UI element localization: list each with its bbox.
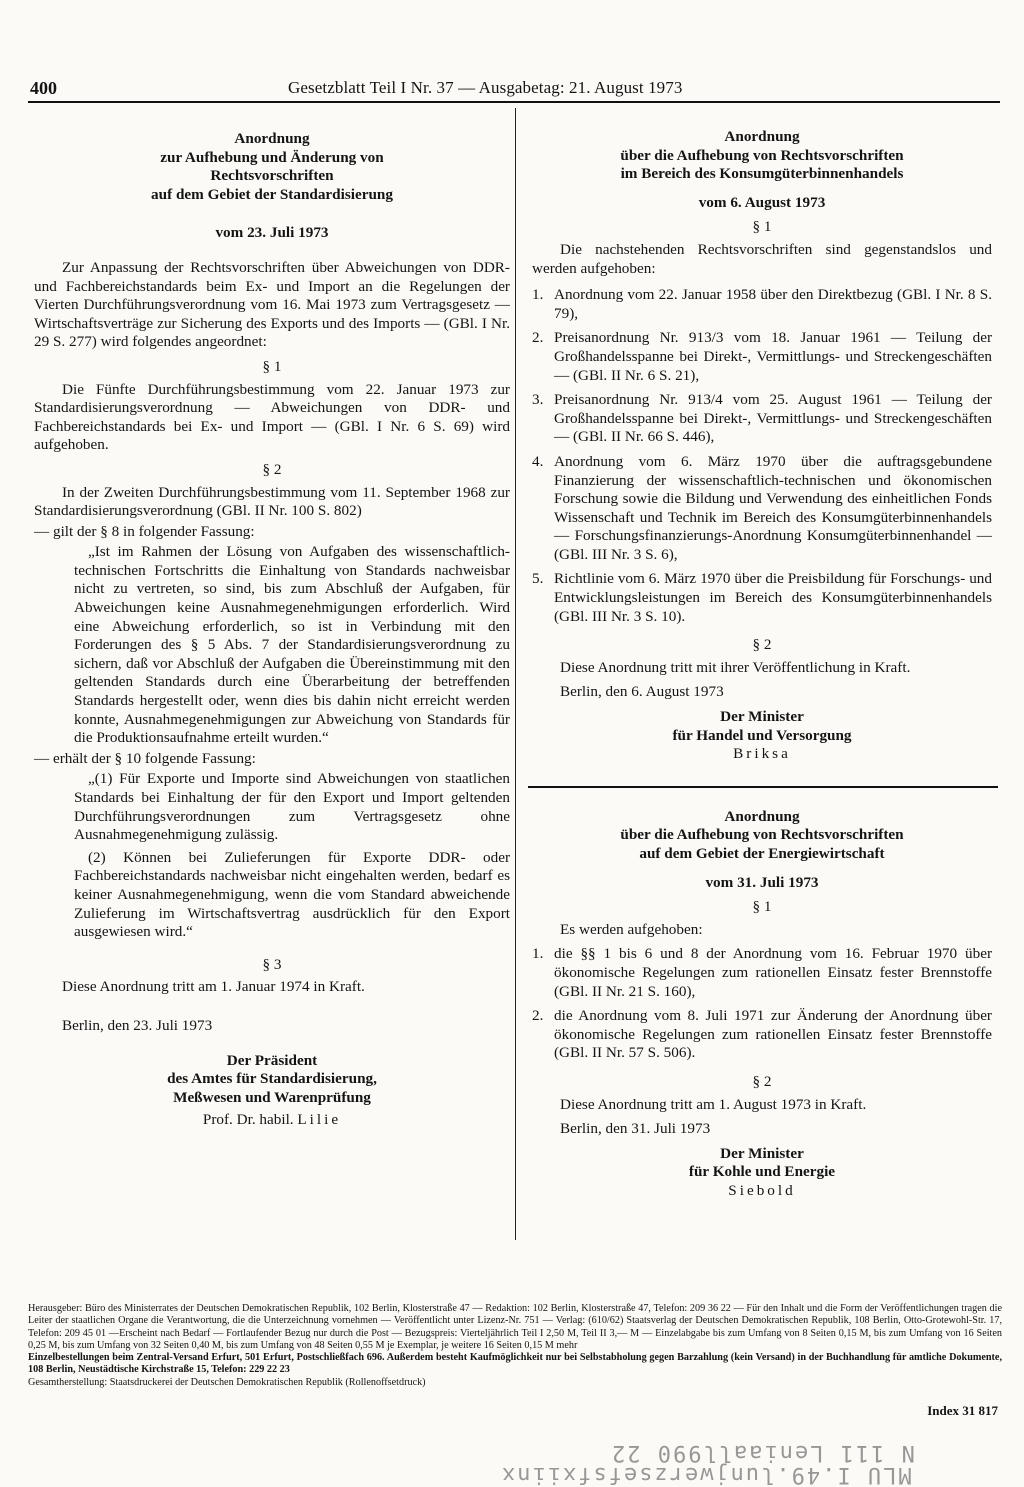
list-text: Anordnung vom 22. Januar 1958 über den Direktbezug (GBl. I Nr. 8 S. 79), — [554, 286, 992, 322]
right1-list-item — [532, 453, 992, 565]
right2-date: vom 31. Juli 1973 — [705, 873, 819, 891]
list-text: Preisanordnung Nr. 913/4 vom 25. August 1961 — Teilung der Großhandelsspanne bei Direkt-, Vermittlungs- und Streckengeschäften — (GBl. II Nr. 66 S. 446), — [554, 391, 992, 446]
column-divider — [515, 108, 516, 1240]
right1-section-2-label: § 2 — [752, 636, 772, 654]
left-section-1-text: Die Fünfte Durchführungsbestimmung vom 22. Januar 1973 zur Standardisierungsverordnung — Abweichungen von DDR- und Fachbereichstandards bei Ex- und Import — (GBl. I Nr. 6 S. 69) wird aufgehoben. — [34, 380, 510, 454]
right2-section-2-label: § 2 — [752, 1072, 772, 1090]
list-text: die §§ 1 bis 6 und 8 der Anordnung vom 16. Februar 1970 über ökonomische Regelungen zum rationellen Einsatz fester Brennstoffe (GBl. II Nr. 21 S. 160), — [554, 945, 992, 1000]
imprint-publisher: Herausgeber: Büro des Ministerrates der Deutschen Demokratischen Republik, 102 Berlin, Klosterstraße 47 — Redaktion: 102 Berlin, Klosterstraße 47, Telefon: 209 36 22 — Für den Inhalt und die Form der Veröffentlichungen tragen die Leiter der staatlichen Organe die Verantwortung, die die Unterzeichnung vornehmen — Veröffentlicht unter Lizenz-Nr. 751 — Verlag: (610/62) Staatsverlag der Deutschen Demokratischen Republik, 108 Berlin, Otto-Grotewohl-Str. 17, Telefon: 209 45 01 —Erscheint nach Bedarf — Fortlaufender Bezug nur durch die Post — Bezugspreis: Vierteljährlich Teil I 2,50 M, Teil II 3,— M — Einzelabgabe bis zum Umfang von 8 Seiten 0,15 M, bis zum Umfang von 16 Seiten 0,25 M, bis zum Umfang von 32 Seiten 0,40 M, bis zum Umfang von 48 Seiten 0,55 M je Exemplar, je weitere 16 Seiten 0,15 M mehr — [28, 1303, 1002, 1351]
right1-list-item — [532, 391, 992, 447]
list-number: 4. — [532, 452, 544, 470]
left-signature-surname: Lilie — [297, 1111, 342, 1129]
right1-signature-line: für Handel und Versorgung — [672, 726, 852, 744]
right2-list-item — [532, 1007, 992, 1063]
library-stamp: MLU I.49.lunjwerzsefsfxiinx — [500, 1462, 912, 1487]
right1-section-1-label: § 1 — [752, 218, 772, 236]
right2-signature-line: für Kohle und Energie — [688, 1163, 836, 1181]
list-text: die Anordnung vom 8. Juli 1971 zur Änderung der Anordnung über ökonomische Regelungen zum rationellen Einsatz fester Brennstoffe (GBl. II Nr. 57 S. 506). — [554, 1007, 992, 1062]
left-date: vom 23. Juli 1973 — [215, 224, 329, 242]
right1-place-date: Berlin, den 6. August 1973 — [560, 683, 724, 701]
list-number: 3. — [532, 391, 544, 409]
library-stamp: N 111 Leniaall990 22 — [610, 1440, 915, 1465]
right1-section-2-text: Diese Anordnung tritt mit ihrer Veröffentlichung in Kraft. — [560, 658, 911, 676]
list-number: 1. — [532, 286, 544, 304]
left-signature-line: Der Präsident — [226, 1051, 318, 1069]
right1-heading-line: Anordnung — [724, 128, 800, 145]
list-text: Preisanordnung Nr. 913/3 vom 18. Januar 1961 — Teilung der Großhandelsspanne bei Direkt-, Vermittlungs- und Streckengeschäften — (GBl. II Nr. 6 S. 21), — [554, 329, 992, 384]
index-number: Index 31 817 — [927, 1403, 998, 1418]
left-signature-name — [34, 1111, 510, 1130]
left-section-2-text: In der Zweiten Durchführungsbestimmung vom 11. September 1968 zur Standardisierungsverordnung (GBl. II Nr. 100 S. 802) — [34, 483, 510, 520]
right1-list-item — [532, 286, 992, 323]
left-intro: Zur Anpassung der Rechtsvorschriften über Abweichungen von DDR- und Fachbereichstandards beim Ex- und Import an die Regelungen der Vierten Durchführungsverordnung vom 16. Mai 1973 zum Vertragsgesetz — Wirtschaftsverträge zur Sicherung des Exports und des Imports — (GBl. I Nr. 29 S. 277) wird folgendes angeordnet: — [34, 258, 510, 351]
left-column — [34, 130, 510, 1130]
right2-signature-line: Der Minister — [720, 1144, 804, 1162]
right2-section-1-label: § 1 — [752, 898, 772, 916]
left-heading-line: Anordnung — [234, 130, 310, 147]
section-separator — [528, 786, 998, 788]
list-number: 2. — [532, 329, 544, 347]
right1-intro: Die nachstehenden Rechtsvorschriften sind gegenstandslos und werden aufgehoben: — [532, 240, 992, 277]
right2-heading-line: über die Aufhebung von Rechtsvorschriften — [620, 826, 904, 844]
right2-list — [532, 945, 992, 1063]
left-heading-line: auf dem Gebiet der Standardisierung — [151, 185, 393, 203]
right-column — [532, 128, 992, 1201]
left-signature-line: Meßwesen und Warenprüfung — [173, 1088, 371, 1106]
right1-list-item — [532, 329, 992, 385]
right2-heading-line: auf dem Gebiet der Energiewirtschaft — [639, 845, 885, 862]
left-signature-prefix: Prof. Dr. habil. — [202, 1111, 294, 1129]
right2-list-item — [532, 945, 992, 1001]
header-rule — [28, 101, 1000, 103]
left-quote-para-10-1: „(1) Für Exporte und Importe sind Abweichungen von staatlichen Standards bei Einhaltung der für den Export und Import geltenden Durchführungsverordnungen zum Vertragsgesetz ohne Ausnahmegenehmigung zulässig. — [74, 770, 510, 844]
right2-heading-line: Anordnung — [724, 807, 800, 825]
right2-section-2-text: Diese Anordnung tritt am 1. August 1973 in Kraft. — [560, 1095, 867, 1113]
left-quote-para-8: „Ist im Rahmen der Lösung von Aufgaben des wissenschaftlich-technischen Fortschritts die Einhaltung von Standards nachweisbar nicht zu vertreten, so sind, bis zum Abschluß der Aufgaben, für Abweichungen keine Ausnahmegenehmigungen erforderlich. Wird eine Abweichung erforderlich, so ist in Verbindung mit den Forderungen des § 5 Abs. 7 der Standardisierungsverordnung zu sichern, daß vor Abschluß der Aufgaben die Übereinstimmung mit den geltenden Standards durch eine Überarbeitung der betreffenden Standards hergestellt oder, wenn dies bis dahin nicht erreicht werden konnte, Ausnahmegenehmigungen zur Abweichung von Standards für die Produktionsaufnahme erteilt wurden.“ — [74, 543, 510, 747]
left-signature-line: des Amtes für Standardisierung, — [167, 1070, 377, 1088]
right2-signature-name: Siebold — [728, 1181, 796, 1199]
left-dash-item-2: — erhält der § 10 folgende Fassung: — [34, 749, 256, 767]
left-section-2-label: § 2 — [262, 460, 282, 478]
list-number: 1. — [532, 945, 544, 963]
right1-heading-line: im Bereich des Konsumgüterbinnenhandels — [620, 165, 904, 183]
list-number: 2. — [532, 1007, 544, 1025]
right1-heading-line: über die Aufhebung von Rechtsvorschriften — [620, 146, 904, 164]
running-header: Gesetzblatt Teil I Nr. 37 — Ausgabetag: 21. August 1973 — [288, 78, 683, 97]
list-number: 5. — [532, 570, 544, 588]
left-quote-para-10-2: (2) Können bei Zulieferungen für Exporte DDR- oder Fachbereichstandards nachweisbar nicht eingehalten werden, bedarf es keiner Ausnahmegenehmigung, wenn die vom Standard abweichende Zulieferung im Wirtschaftsvertrag ausdrücklich für den Export ausgewiesen wird.“ — [74, 848, 510, 941]
right1-list-item — [532, 570, 992, 626]
imprint-orders: Einzelbestellungen beim Zentral-Versand Erfurt, 501 Erfurt, Postschließfach 696. Außerdem besteht Kaufmöglichkeit nur bei Selbstabholung gegen Barzahlung (kein Versand) in der Buchhandlung für amtliche Dokumente, 108 Berlin, Neustädtische Kirchstraße 15, Telefon: 229 22 23 — [28, 1352, 1002, 1376]
left-section-3-text: Diese Anordnung tritt am 1. Januar 1974 in Kraft. — [62, 978, 365, 996]
right1-signature-line: Der Minister — [720, 708, 804, 726]
right1-list — [532, 286, 992, 626]
list-text: Richtlinie vom 6. März 1970 über die Preisbildung für Forschungs- und Entwicklungsleistungen im Bereich des Konsumgüterbinnenhandels (GBl. III Nr. 3 S. 10). — [554, 570, 992, 625]
left-section-1-label: § 1 — [262, 357, 282, 375]
right2-intro: Es werden aufgehoben: — [560, 920, 703, 938]
right1-date: vom 6. August 1973 — [698, 193, 826, 211]
left-section-3-label: § 3 — [262, 955, 282, 973]
page-number: 400 — [30, 78, 57, 98]
list-text: Anordnung vom 6. März 1970 über die auftragsgebundene Finanzierung der wissenschaftlich-technischen und ökonomischen Forschung sowie die Bildung und Verwendung des einheitlichen Fonds Wissenschaft und Technik im Bereich des Konsumgüterbinnenhandels — Forschungsfinanzierungs-Anordnung Konsumgüterbinnenhandel — (GBl. III Nr. 3 S. 6), — [554, 452, 992, 563]
imprint-printing: Gesamtherstellung: Staatsdruckerei der Deutschen Demokratischen Republik (Rollenoffsetdruck) — [28, 1376, 426, 1388]
left-place-date: Berlin, den 23. Juli 1973 — [62, 1016, 213, 1034]
left-heading-line: Rechtsvorschriften — [210, 167, 334, 185]
left-dash-item-1: — gilt der § 8 in folgender Fassung: — [34, 522, 255, 540]
right2-place-date: Berlin, den 31. Juli 1973 — [560, 1120, 711, 1138]
right1-signature-name: Briksa — [733, 745, 791, 763]
imprint — [28, 1303, 1002, 1389]
left-heading-line: zur Aufhebung und Änderung von — [160, 148, 384, 166]
